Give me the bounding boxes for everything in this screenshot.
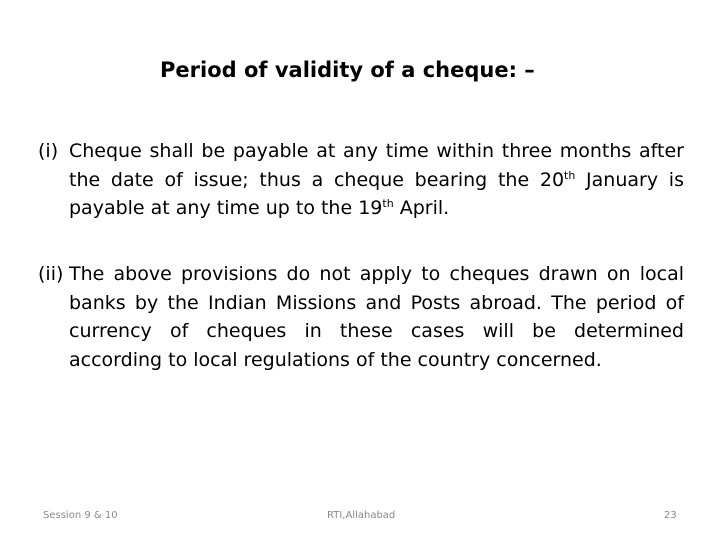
- superscript-th-2: th: [382, 197, 394, 210]
- list-text-i-part1: Cheque shall be payable at any time within three months after the date of issue; thus a cheque bearing the 20: [69, 140, 684, 191]
- superscript-th-1: th: [564, 168, 576, 182]
- footer-session: Session 9 & 10: [43, 510, 118, 521]
- list-marker-ii: (ii): [38, 263, 64, 285]
- list-text-i-part3: April.: [393, 197, 450, 219]
- list-text-i-part2: January is payable at any time up to the 19: [69, 168, 684, 219]
- list-text-ii: The above provisions do not apply to cheques drawn on local banks by the Indian Missions and Posts abroad. The period of currency of cheques in these cases will be determined according to local regulations of the country concerned.: [69, 263, 684, 371]
- footer-organization: RTI,Allahabad: [327, 510, 396, 521]
- list-text-i: [69, 137, 684, 223]
- list-marker-i: (i): [38, 140, 59, 162]
- footer-page-number: 23: [664, 510, 677, 521]
- slide-title: Period of validity of a cheque: –: [160, 58, 535, 82]
- list-item-i: [38, 137, 684, 223]
- list-item-ii: [38, 260, 684, 374]
